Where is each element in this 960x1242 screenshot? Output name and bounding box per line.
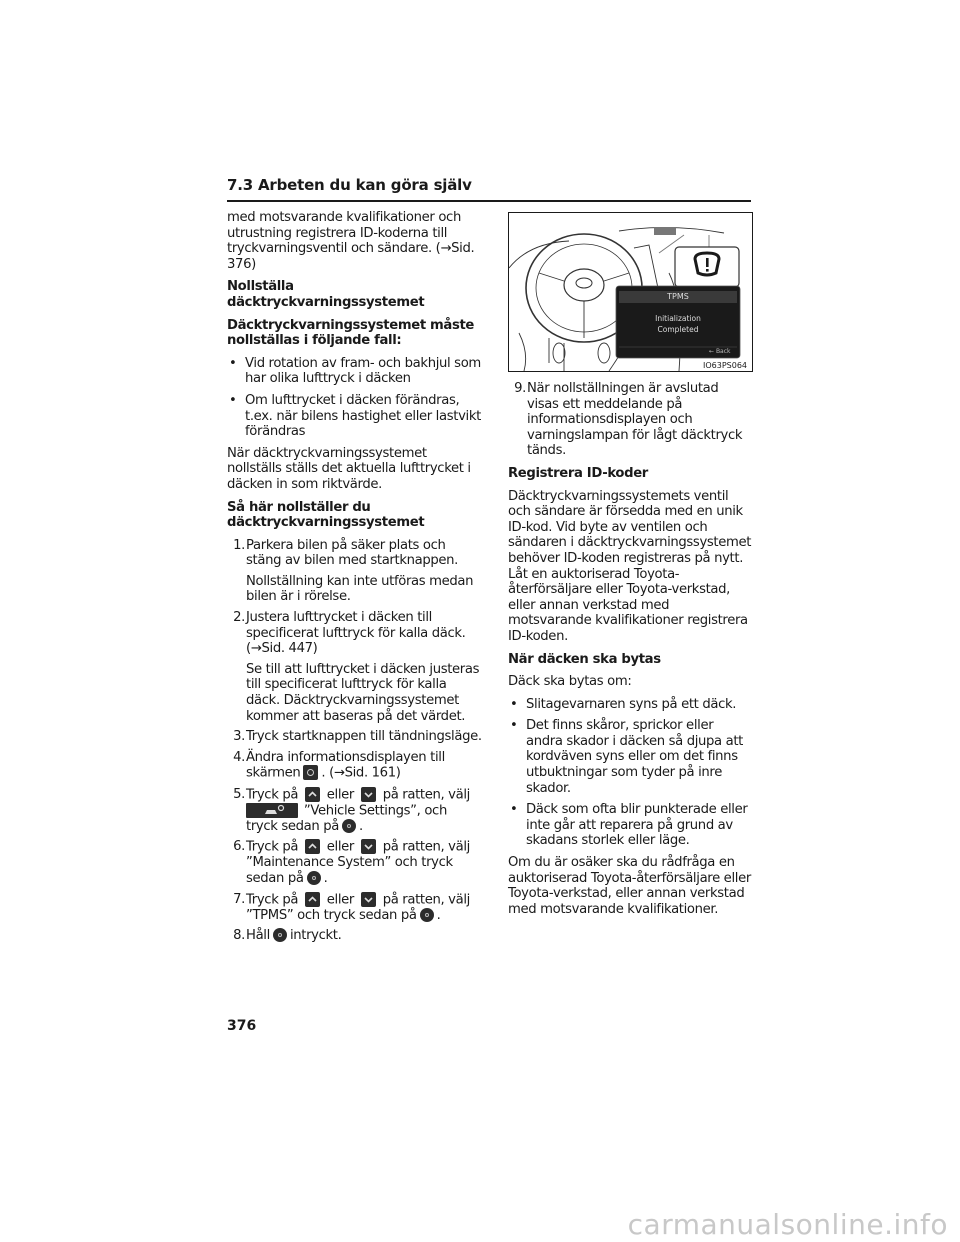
figure-code: IO63PS064 — [702, 361, 747, 370]
bullet-icon: • — [510, 696, 518, 712]
closing-text: Om du är osäker ska du rådfråga en auktoriserad Toyota-återförsäljare eller Toyota-verkstad, eller annan verkstad med motsvarande kvalifikationer. — [508, 855, 751, 917]
heading-reset: Nollställa däcktryckvarningssystemet — [227, 279, 425, 310]
watermark: carmanualsonline.info — [627, 1208, 948, 1241]
tpms-title: TPMS — [667, 292, 689, 301]
message-line-2: Completed — [657, 325, 699, 334]
list-item: • Om lufttrycket i däcken förändras, t.ex. när bilens hastighet eller lastvikt förändras — [229, 392, 481, 440]
vehicle-settings-icon — [246, 803, 298, 818]
step-4: 4. Ändra informationsdisplayen till skärmen . (→Sid. 161) — [233, 749, 445, 781]
step-8: 8. Håll intryckt. — [233, 928, 342, 944]
reset-note: När däcktryckvarningssystemet nollställs ställs det aktuella lufttrycket i däcken in som riktvärde. — [227, 445, 471, 492]
down-arrow-button-icon — [361, 839, 376, 854]
step-1: 1. Parkera bilen på säker plats och stäng av bilen med startknappen. Nollställning kan inte utföras medan bilen är i rörelse. — [233, 537, 474, 605]
up-arrow-button-icon — [305, 892, 320, 907]
ok-button-icon — [420, 908, 434, 922]
tpms-warning-lamp — [675, 247, 739, 287]
list-item: • Vid rotation av fram- och bakhjul som har olika lufttryck i däcken — [229, 355, 481, 387]
step-6: 6. Tryck på eller på ratten, välj ”Maintenance System” och tryck sedan på . — [233, 839, 470, 886]
heading-how: Så här nollställer du däcktryckvarningssystemet — [227, 499, 425, 531]
settings-screen-icon — [303, 765, 318, 780]
heading-replace: När däcken ska bytas — [508, 651, 661, 667]
heading-register: Registrera ID-koder — [508, 465, 648, 481]
list-item: • Det finns skåror, sprickor eller andra skador i däcken så djupa att kordväven syns eller om det finns utbuktningar som tyder på inre skador. — [510, 718, 744, 796]
step-5: 5. Tryck på eller på ratten, välj ”Vehicle Settings”, och tryck sedan på . — [233, 786, 470, 834]
right-column — [508, 381, 753, 924]
intro-text: med motsvarande kvalifikationer och utrustning registrera ID-koderna till tryckvarningsventil och sändare. (→Sid. 376) — [227, 210, 475, 272]
bullet-icon: • — [229, 355, 237, 371]
up-arrow-button-icon — [305, 787, 320, 802]
step-9: 9. När nollställningen är avslutad visas ett meddelande på informationsdisplayen och varningslampan för lågt däcktryck tänds. — [514, 381, 743, 459]
ok-button-icon — [342, 819, 356, 833]
register-text: Däcktryckvarningssystemets ventil och sändare är försedda med en unik ID-kod. Vid byte av ventilen och sändaren i däcktryckvarningssystemet behöver ID-koden registreras på nytt. Låt en auktoriserad Toyota-återförsäljare eller Toyota-verkstad, eller annan verkstad med motsvarande kvalifikationer registrera ID-koden. — [508, 488, 752, 644]
section-header: 7.3 Arbeten du kan göra själv — [227, 176, 472, 194]
replace-intro: Däck ska bytas om: — [508, 674, 632, 690]
ok-button-icon — [273, 928, 287, 942]
left-column — [227, 210, 482, 949]
bullet-icon: • — [510, 718, 518, 734]
heading-when: Däcktryckvarningssystemet måste nollställas i följande fall: — [227, 317, 475, 349]
down-arrow-button-icon — [361, 787, 376, 802]
down-arrow-button-icon — [361, 892, 376, 907]
section-rule — [227, 200, 751, 202]
bullet-icon: • — [229, 392, 237, 408]
step-7: 7. Tryck på eller på ratten, välj ”TPMS” och tryck sedan på . — [233, 891, 470, 923]
up-arrow-button-icon — [305, 839, 320, 854]
step-2: 2. Justera lufttrycket i däcken till specificerat lufttryck för kalla däck. (→Sid. 447) Se till att lufttrycket i däcken justeras till specificerat lufttryck för kalla däck. Däcktryckvarningssystemet kommer att baseras på det värdet. — [233, 610, 480, 724]
back-label: ← Back — [709, 348, 731, 355]
list-item: • Däck som ofta blir punkterade eller inte går att reparera på grund av skadans storlek eller läge. — [510, 802, 748, 849]
page-number: 376 — [227, 1018, 257, 1034]
step-3: 3. Tryck startknappen till tändningsläge. — [233, 729, 482, 745]
bullet-icon: • — [510, 802, 518, 818]
tpms-illustration — [508, 212, 753, 372]
message-line-1: Initialization — [655, 314, 701, 323]
ok-button-icon — [307, 871, 321, 885]
list-item: • Slitagevarnaren syns på ett däck. — [510, 696, 737, 712]
